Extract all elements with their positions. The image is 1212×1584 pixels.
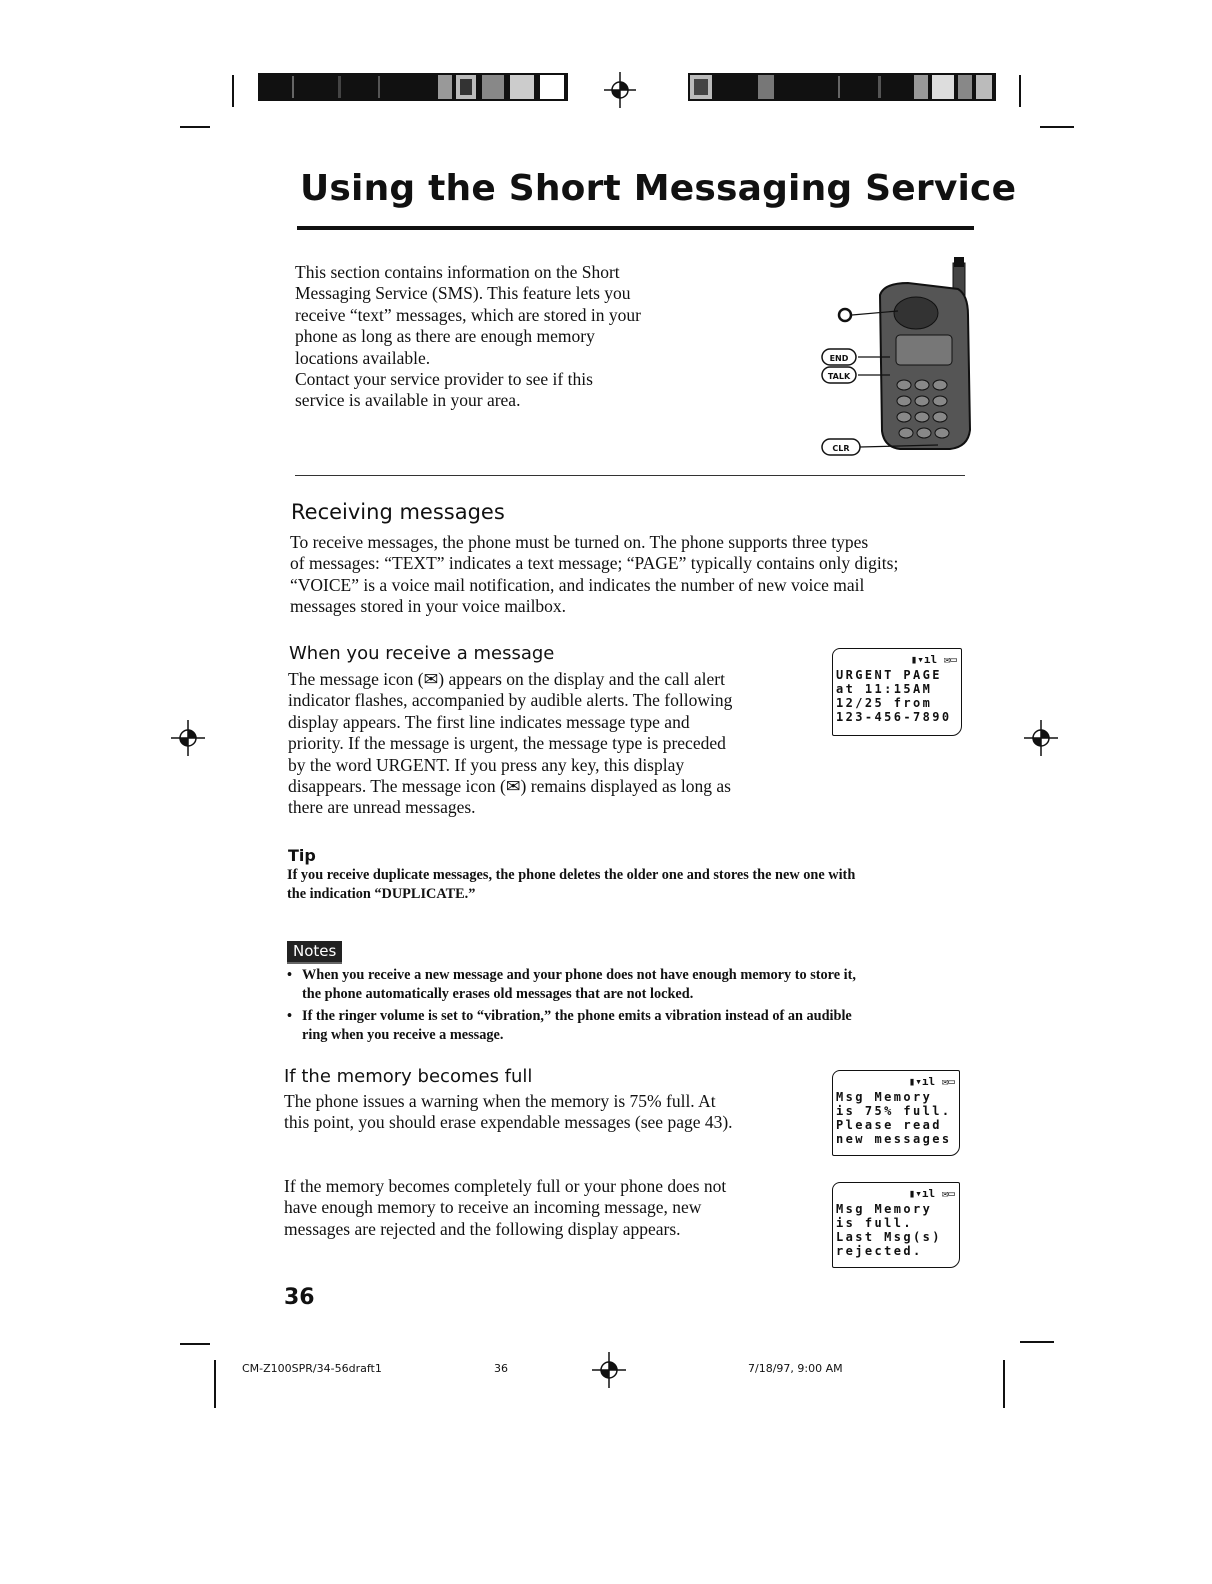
text-line: “VOICE” is a voice mail notification, and indicates the number of new voice mail bbox=[290, 574, 865, 595]
title-rule bbox=[297, 226, 974, 230]
page-title: Using the Short Messaging Service bbox=[300, 168, 1017, 209]
roam-icon: ▭ bbox=[950, 653, 957, 666]
crop-mark bbox=[1019, 75, 1021, 107]
text-line: Messaging Service (SMS). This feature lets you bbox=[295, 283, 631, 304]
end-key-label: END bbox=[829, 354, 849, 363]
when-receive-paragraph bbox=[288, 669, 798, 819]
receiving-paragraph bbox=[290, 532, 980, 618]
list-item bbox=[287, 966, 967, 1004]
text-line: the indication “DUPLICATE.” bbox=[287, 886, 476, 902]
phone-display-urgent-page bbox=[832, 648, 962, 736]
registration-bar-left bbox=[258, 73, 568, 101]
text-line: If the memory becomes completely full or your phone does not bbox=[284, 1176, 727, 1196]
battery-icon: ▮ bbox=[908, 1075, 916, 1088]
text-line: ring when you receive a message. bbox=[302, 1027, 504, 1043]
text-line: there are unread messages. bbox=[288, 797, 476, 818]
display-line: new messages bbox=[836, 1132, 952, 1146]
message-icon: ✉ bbox=[943, 653, 951, 666]
subheading-when-receive: When you receive a message bbox=[289, 643, 555, 664]
registration-target-icon bbox=[1024, 718, 1058, 758]
text-line: This section contains information on the Short bbox=[295, 262, 620, 282]
message-icon: ✉ bbox=[941, 1075, 949, 1088]
registration-target-icon bbox=[592, 1350, 626, 1390]
memory-full-paragraph bbox=[284, 1091, 804, 1134]
text-line: Contact your service provider to see if this bbox=[295, 369, 593, 390]
display-line: 12/25 from bbox=[836, 696, 933, 710]
crop-mark bbox=[214, 1360, 216, 1408]
text-line: The message icon (✉) appears on the display and the call alert bbox=[288, 669, 725, 689]
text-line: service is available in your area. bbox=[295, 390, 521, 411]
notes-badge: Notes bbox=[287, 941, 342, 964]
roam-icon: ▭ bbox=[948, 1187, 955, 1200]
text-line: The phone issues a warning when the memory is 75% full. At bbox=[284, 1091, 716, 1111]
registration-target-icon bbox=[171, 718, 205, 758]
display-line: Msg Memory bbox=[836, 1202, 933, 1216]
page-number: 36 bbox=[284, 1285, 315, 1310]
display-line: at 11:15AM bbox=[836, 682, 933, 696]
section-heading-receiving: Receiving messages bbox=[291, 500, 505, 524]
registration-target-icon bbox=[604, 70, 636, 110]
footer-file-name: CM-Z100SPR/34-56draft1 bbox=[242, 1362, 382, 1375]
tip-heading: Tip bbox=[288, 846, 316, 865]
text-line: the phone automatically erases old messages that are not locked. bbox=[302, 986, 694, 1002]
text-line: To receive messages, the phone must be turned on. The phone supports three types bbox=[290, 532, 869, 552]
text-line: phone as long as there are enough memory bbox=[295, 326, 595, 347]
phone-display-memory-full bbox=[832, 1182, 960, 1268]
text-line: this point, you should erase expendable messages (see page 43). bbox=[284, 1112, 733, 1133]
text-line: locations available. bbox=[295, 347, 431, 368]
display-line: URGENT PAGE bbox=[836, 668, 942, 682]
crop-mark bbox=[1040, 126, 1074, 128]
message-icon: ✉ bbox=[941, 1187, 949, 1200]
text-line: have enough memory to receive an incoming message, new bbox=[284, 1197, 702, 1218]
text-line: messages stored in your voice mailbox. bbox=[290, 596, 567, 617]
display-line: Please read bbox=[836, 1118, 942, 1132]
footer-page: 36 bbox=[494, 1362, 508, 1375]
intro-paragraph bbox=[295, 262, 715, 412]
display-status-icons bbox=[836, 1075, 959, 1090]
display-line: 123-456-7890 bbox=[836, 710, 952, 724]
notes-list bbox=[287, 966, 967, 1048]
crop-mark bbox=[180, 1343, 210, 1345]
crop-mark bbox=[1020, 1341, 1054, 1343]
list-item bbox=[287, 1007, 967, 1045]
text-line: priority. If the message is urgent, the message type is preceded bbox=[288, 733, 726, 754]
clr-key-label: CLR bbox=[832, 444, 850, 453]
signal-icon: ▾ıl bbox=[917, 653, 938, 666]
text-line: by the word URGENT. If you press any key, this display bbox=[288, 754, 685, 775]
text-line: display appears. The first line indicates message type and bbox=[288, 711, 690, 732]
section-divider bbox=[295, 475, 965, 476]
text-line: of messages: “TEXT” indicates a text message; “PAGE” typically contains only digits; bbox=[290, 553, 899, 574]
memory-full-paragraph-2 bbox=[284, 1176, 804, 1240]
footer-date: 7/18/97, 9:00 AM bbox=[748, 1362, 843, 1375]
display-line: rejected. bbox=[836, 1244, 923, 1258]
display-line: is full. bbox=[836, 1216, 913, 1230]
text-line: disappears. The message icon (✉) remains displayed as long as bbox=[288, 776, 731, 797]
text-line: receive “text” messages, which are stored in your bbox=[295, 304, 641, 325]
registration-bar-right bbox=[688, 73, 996, 101]
display-line: is 75% full. bbox=[836, 1104, 952, 1118]
crop-mark bbox=[180, 126, 210, 128]
text-line: If you receive duplicate messages, the phone deletes the older one and stores the new one with bbox=[287, 867, 856, 883]
battery-icon: ▮ bbox=[908, 1187, 916, 1200]
roam-icon: ▭ bbox=[948, 1075, 955, 1088]
crop-mark bbox=[232, 75, 234, 107]
display-line: Last Msg(s) bbox=[836, 1230, 942, 1244]
text-line: • When you receive a new message and your phone does not have enough memory to store it, bbox=[302, 967, 856, 983]
phone-illustration bbox=[818, 255, 974, 465]
display-status-icons bbox=[836, 653, 961, 668]
battery-icon: ▮ bbox=[910, 653, 918, 666]
text-line: indicator flashes, accompanied by audible alerts. The following bbox=[288, 690, 733, 711]
subheading-memory-full: If the memory becomes full bbox=[284, 1066, 533, 1087]
display-status-icons bbox=[836, 1187, 959, 1202]
signal-icon: ▾ıl bbox=[915, 1187, 936, 1200]
text-line: messages are rejected and the following display appears. bbox=[284, 1218, 681, 1239]
tip-text bbox=[287, 866, 977, 904]
text-line: • If the ringer volume is set to “vibration,” the phone emits a vibration instead of an audible bbox=[302, 1008, 852, 1024]
display-line: Msg Memory bbox=[836, 1090, 933, 1104]
signal-icon: ▾ıl bbox=[915, 1075, 936, 1088]
crop-mark bbox=[1003, 1360, 1005, 1408]
talk-key-label: TALK bbox=[827, 372, 851, 381]
phone-display-memory-warning bbox=[832, 1070, 960, 1156]
